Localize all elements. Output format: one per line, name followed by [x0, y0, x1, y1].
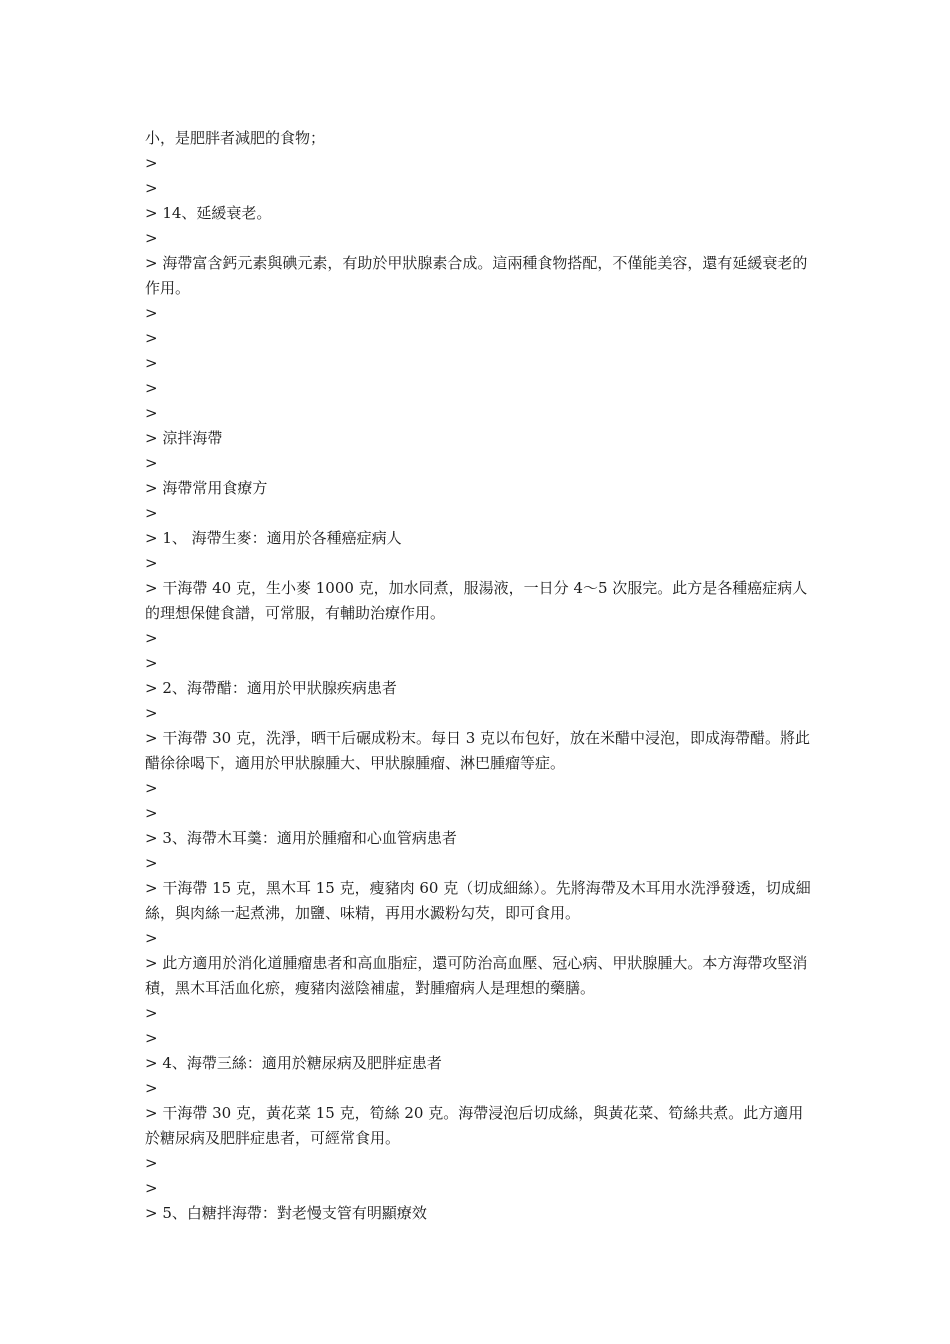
text-line: > — [145, 354, 158, 372]
text-line: > — [145, 404, 158, 422]
text-line: > — [145, 179, 158, 197]
paragraph: > 干海帶 40 克，生小麥 1000 克，加水同煮，服湯液，一日分 4～5 次服完。此方是各種癌症病人的理想保健食譜，可常服，有輔助治療作用。 — [145, 579, 808, 622]
section-heading-anti-aging: > 14、延緩衰老。 — [145, 204, 272, 222]
text-line: > — [145, 1179, 158, 1197]
text-line: > — [145, 929, 158, 947]
text-line: > — [145, 1079, 158, 1097]
text-line: > — [145, 304, 158, 322]
recipe-title-2: > 2、海帶醋：適用於甲狀腺疾病患者 — [145, 679, 397, 697]
text-line: > — [145, 504, 158, 522]
document-text-body — [145, 126, 815, 1226]
text-line: 小，是肥胖者減肥的食物； — [145, 129, 326, 147]
paragraph: > 干海帶 30 克，黃花菜 15 克，筍絲 20 克。海帶浸泡后切成絲，與黃花菜、筍絲共煮。此方適用於糖尿病及肥胖症患者，可經常食用。 — [145, 1104, 804, 1147]
text-line: > — [145, 779, 158, 797]
text-line: > — [145, 654, 158, 672]
text-line: > — [145, 454, 158, 472]
text-line: > — [145, 554, 158, 572]
text-line: > — [145, 629, 158, 647]
recipe-title-1: > 1、 海帶生麥：適用於各種癌症病人 — [145, 529, 402, 547]
recipe-title-4: > 4、海帶三絲：適用於糖尿病及肥胖症患者 — [145, 1054, 442, 1072]
text-line: > — [145, 1029, 158, 1047]
recipe-title-5: > 5、白糖拌海帶：對老慢支管有明顯療效 — [145, 1204, 427, 1222]
paragraph: > 海帶富含鈣元素與碘元素，有助於甲狀腺素合成。這兩種食物搭配，不僅能美容，還有延緩衰老的作用。 — [145, 254, 808, 297]
text-line: > — [145, 704, 158, 722]
text-line: > — [145, 804, 158, 822]
text-line: > — [145, 229, 158, 247]
paragraph: > 干海帶 15 克，黑木耳 15 克，瘦豬肉 60 克（切成細絲）。先將海帶及木耳用水洗淨發透，切成細絲，與肉絲一起煮沸，加鹽、味精，再用水澱粉勾芡，即可食用。 — [145, 879, 811, 922]
text-line: > — [145, 154, 158, 172]
text-line: > — [145, 1154, 158, 1172]
text-line: > — [145, 379, 158, 397]
text-line: > — [145, 329, 158, 347]
image-caption: > 涼拌海帶 — [145, 429, 223, 447]
paragraph: > 干海帶 30 克，洗淨，晒干后碾成粉末。每日 3 克以布包好，放在米醋中浸泡，即成海帶醋。將此醋徐徐喝下，適用於甲狀腺腫大、甲狀腺腫瘤、淋巴腫瘤等症。 — [145, 729, 811, 772]
section-heading-recipes: > 海帶常用食療方 — [145, 479, 268, 497]
paragraph: > 此方適用於消化道腫瘤患者和高血脂症，還可防治高血壓、冠心病、甲狀腺腫大。本方海帶攻堅消積，黑木耳活血化瘀，瘦豬肉滋陰補虛，對腫瘤病人是理想的藥膳。 — [145, 954, 808, 997]
text-line: > — [145, 1004, 158, 1022]
text-line: > — [145, 854, 158, 872]
recipe-title-3: > 3、海帶木耳羹：適用於腫瘤和心血管病患者 — [145, 829, 457, 847]
